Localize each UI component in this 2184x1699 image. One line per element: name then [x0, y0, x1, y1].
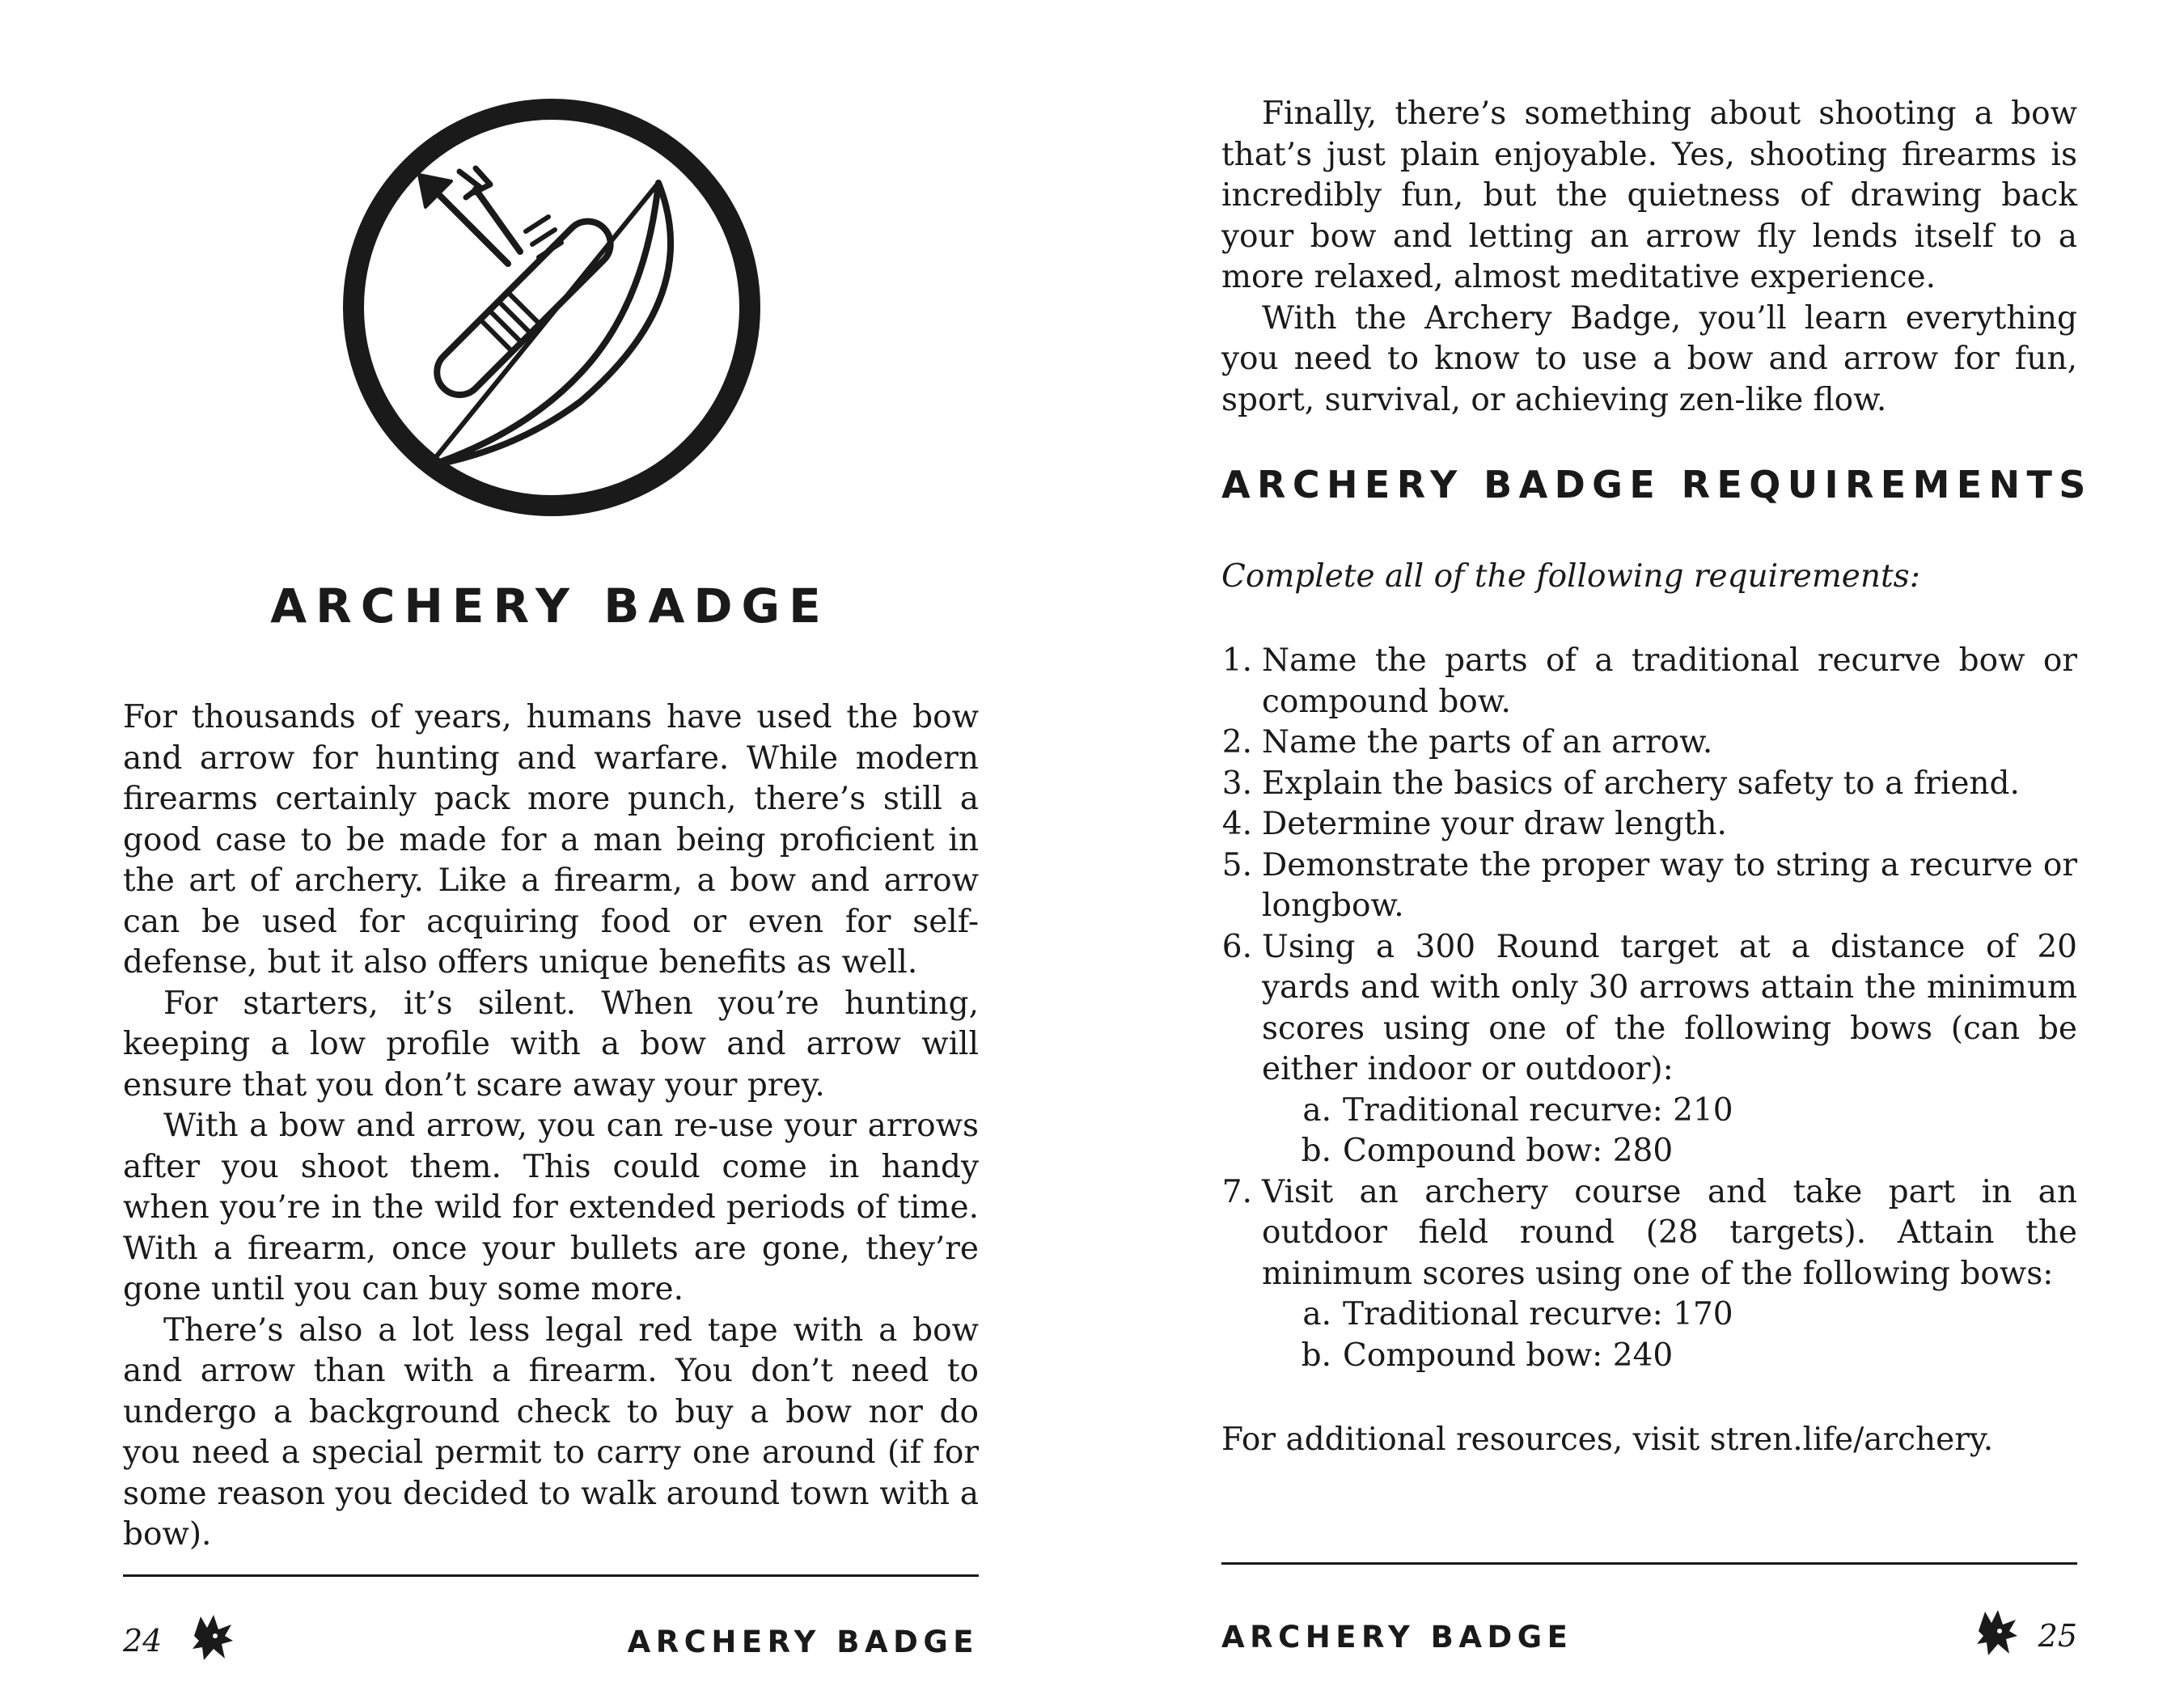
resources-note: For additional resources, visit stren.life/archery. — [1221, 1421, 1994, 1458]
running-title: ARCHERY BADGE — [1221, 1620, 1573, 1655]
requirement-item: 6. Using a 300 Round target at a distance of 20 yards and with only 30 arrows attain the minimum scores using one of the following bows (can be either indoor or outdoor): a. Traditional recurve: 210 b. Compound bow: 280 — [1221, 927, 2077, 1172]
wolf-head-logo-icon — [189, 1612, 236, 1663]
sub-requirement-item: b. Compound bow: 280 — [1301, 1133, 1674, 1169]
paragraph: For starters, it’s silent. When you’re hunting, keeping a low profile with a bow and arrow will ensure that you don’t scare away your prey. — [123, 985, 979, 1104]
page-number: 24 — [123, 1623, 163, 1659]
requirements-heading: ARCHERY BADGE REQUIREMENTS — [1221, 463, 2093, 506]
page-footer — [123, 1612, 979, 1668]
requirement-item: 3. Explain the basics of archery safety to a friend. — [1221, 765, 2020, 802]
requirements-intro: Complete all of the following requirements: — [1221, 558, 1920, 595]
running-title: ARCHERY BADGE — [627, 1625, 979, 1659]
requirement-item: 2. Name the parts of an arrow. — [1221, 724, 1713, 761]
sub-requirement-list — [1262, 1294, 2077, 1376]
wolf-head-logo-icon — [1974, 1607, 2021, 1659]
requirement-item: 1. Name the parts of a traditional recurve bow or compound bow. — [1221, 642, 2077, 720]
sub-requirement-item: b. Compound bow: 240 — [1301, 1337, 1674, 1374]
page-footer — [1221, 1607, 2077, 1663]
requirements-list — [1221, 641, 2077, 1376]
paragraph: Finally, there’s something about shooting a bow that’s just plain enjoyable. Yes, shooting firearms is incredibly fun, but the quietness of drawing back your bow and letting an arrow fly lends itself to a more relaxed, almost meditative experience. — [1221, 95, 2077, 295]
sub-requirement-list — [1262, 1091, 2077, 1172]
right-page — [1092, 0, 2184, 1699]
bow-arrow-quiver-badge-icon — [338, 94, 765, 521]
requirement-item: 5. Demonstrate the proper way to string a recurve or longbow. — [1221, 846, 2077, 924]
left-body-text — [123, 697, 979, 1556]
sub-requirement-item: a. Traditional recurve: 170 — [1302, 1296, 1733, 1333]
footer-divider — [123, 1574, 979, 1577]
paragraph: For thousands of years, humans have used the bow and arrow for hunting and warfare. While modern firearms certainly pack more punch, there’s still a good case to be made for a man being proficient in the art of archery. Like a firearm, a bow and arrow can be used for acquiring food or even for self-defense, but it also offers unique benefits as well. — [123, 699, 979, 981]
page-number: 25 — [2038, 1618, 2077, 1654]
paragraph: With a bow and arrow, you can re-use your arrows after you shoot them. This could come in handy when you’re in the wild for extended periods of time. With a firearm, once your bullets are gone, they’re gone until you can buy some more. — [123, 1108, 979, 1307]
right-intro-text — [1221, 94, 2077, 421]
requirement-item: 4. Determine your draw length. — [1221, 806, 1727, 842]
sub-requirement-item: a. Traditional recurve: 210 — [1302, 1091, 1733, 1129]
paragraph: There’s also a lot less legal red tape with a bow and arrow than with a firearm. You don’t need to undergo a background check to buy a bow nor do you need a special permit to carry one around (if for some reason you decided to walk around town with a bow). — [123, 1311, 979, 1553]
footer-divider — [1221, 1562, 2077, 1565]
chapter-title: ARCHERY BADGE — [270, 578, 830, 633]
paragraph: With the Archery Badge, you’ll learn everything you need to know to use a bow and arrow for fun, sport, survival, or achieving zen-like flow. — [1221, 299, 2077, 418]
requirement-item: 7. Visit an archery course and take part in an outdoor field round (28 targets). Attain the minimum scores using one of the following bows: a. Traditional recurve: 170 b. Compound bow: 240 — [1221, 1172, 2077, 1377]
